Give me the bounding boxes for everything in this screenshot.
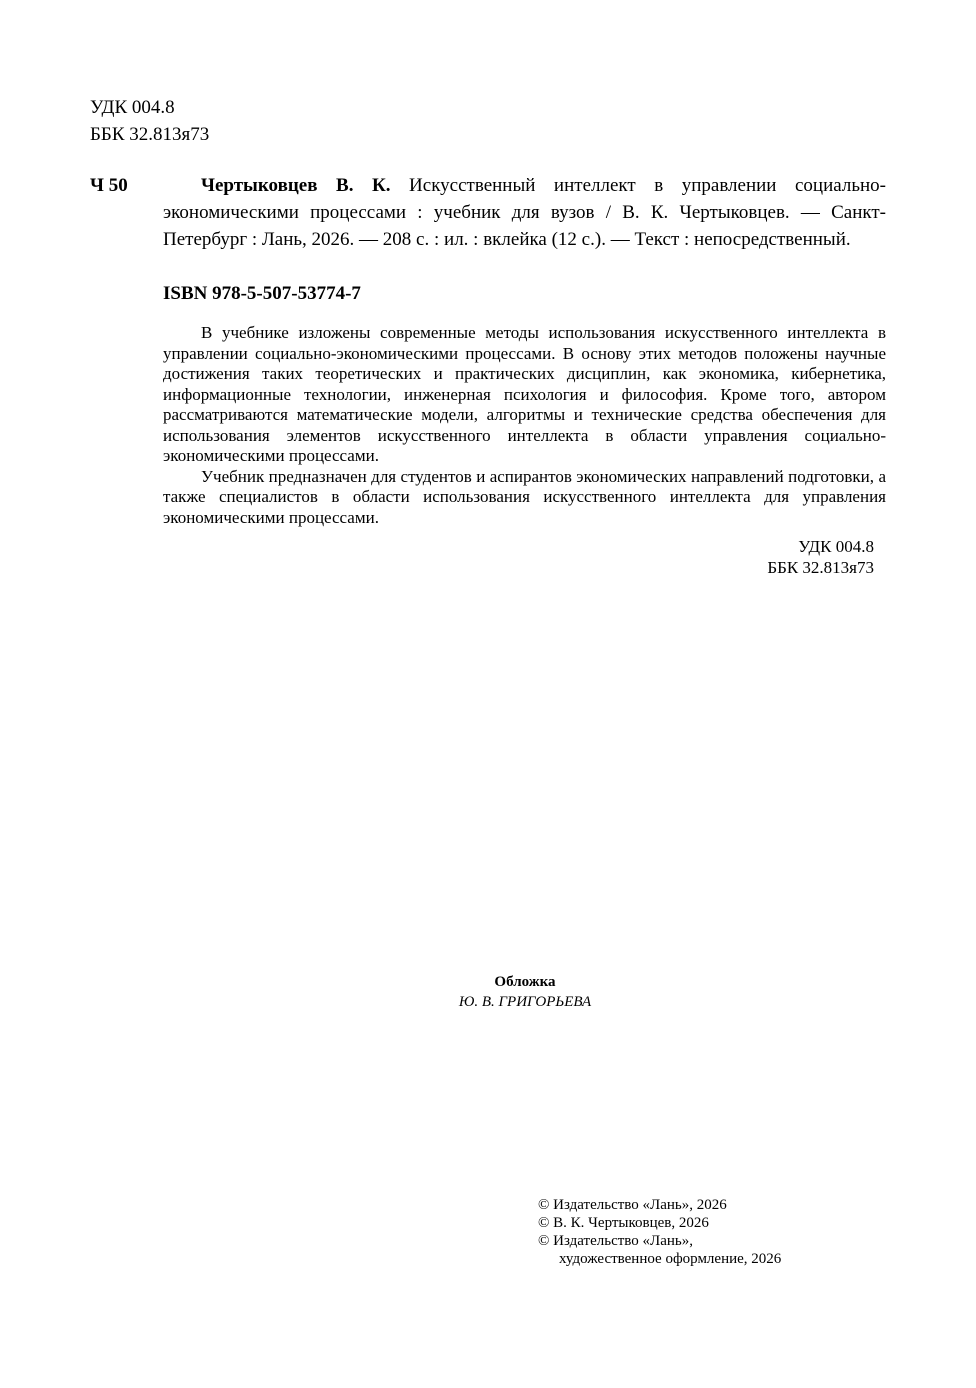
copyright-line-design-cont: художественное оформление, 2026 (559, 1251, 782, 1267)
annotation (163, 323, 886, 528)
header-classification-codes (90, 94, 209, 148)
footer-udk-code: УДК 004.8 (798, 537, 874, 556)
bibliographic-record (163, 172, 886, 253)
header-udk-code: УДК 004.8 (90, 97, 175, 118)
author-name: Чертыковцев В. К. (201, 175, 391, 196)
bibliographic-description: Искусственный интеллект в управлении социально-экономическими процессами : учебник для вузов / В. К. Чертыковцев. — Санкт-Петербург : Лань, 2026. — 208 с. : ил. : вклейка (12 с.). — Текст : непосредственный. (163, 175, 887, 250)
annotation-paragraph-2: Учебник предназначен для студентов и аспирантов экономических направлений подготовки, а также специалистов в области использования искусственного интеллекта для управления экономическими процессами. (163, 466, 886, 527)
cover-designer: Ю. В. ГРИГОРЬЕВА (458, 994, 592, 1010)
author-cutter-mark: Ч 50 (90, 175, 128, 196)
copyright-line-author: © В. К. Чертыковцев, 2026 (538, 1215, 709, 1231)
footer-classification-codes (700, 537, 874, 578)
isbn-number: ISBN 978-5-507-53774-7 (163, 283, 361, 304)
footer-bbk-code: ББК 32.813я73 (767, 557, 874, 577)
cover-label: Обложка (494, 974, 556, 990)
copyright-line-publisher: © Издательство «Лань», 2026 (538, 1197, 727, 1213)
header-bbk-code: ББК 32.813я73 (90, 124, 210, 145)
cover-credit (0, 972, 976, 1012)
annotation-paragraph-1: В учебнике изложены современные методы использования искусственного интеллекта в управлении социально-экономическими процессами. В основу этих методов положены научные достижения таких теоретических и практических дисциплин, как экономика, кибернетика, информационные технологии, инженерная психология и философия. Кроме того, автором рассматриваются математические модели, алгоритмы и технические средства обеспечения для использования элементов искусственного интеллекта в области управления социально-экономическими процессами. (163, 323, 886, 465)
copyright-line-design: © Издательство «Лань», (538, 1233, 693, 1249)
copyright-block (538, 1196, 781, 1268)
